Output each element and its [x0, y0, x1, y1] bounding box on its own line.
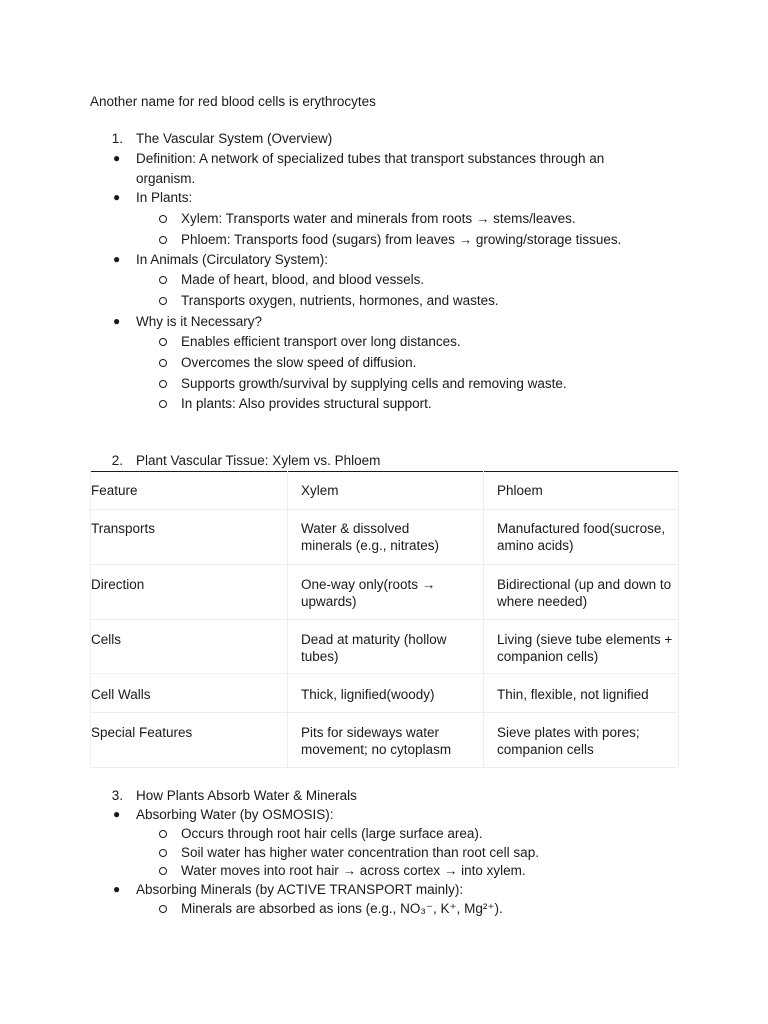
table-cell-xylem: Dead at maturity (hollow tubes) [301, 632, 447, 664]
section3-title: How Plants Absorb Water & Minerals [136, 788, 357, 803]
circle-bullet-icon [159, 849, 167, 857]
table-header-xylem: Xylem [301, 483, 339, 498]
bullet-icon: ● [113, 252, 121, 266]
circle-bullet-icon [159, 338, 167, 346]
why-item: Enables efficient transport over long distances. [181, 334, 461, 349]
water-item: Water moves into root hair → across cortex → into xylem. [181, 863, 526, 878]
table-cell-feature: Cell Walls [91, 687, 151, 702]
table-cell-feature: Cells [91, 632, 122, 647]
section1-number: 1. [111, 131, 123, 146]
water-item: Occurs through root hair cells (large surface area). [181, 826, 483, 841]
water-heading: Absorbing Water (by OSMOSIS): [136, 807, 334, 822]
circle-bullet-icon [159, 236, 167, 244]
bullet-icon: ● [113, 882, 121, 896]
table-top-border [90, 471, 678, 472]
table-cell-xylem: One-way only(roots → upwards) [301, 577, 436, 609]
table-cell-xylem: Thick, lignified(woody) [301, 687, 435, 702]
section1-title: The Vascular System (Overview) [136, 131, 333, 146]
circle-bullet-icon [159, 359, 167, 367]
table-cell-phloem: Manufactured food(sucrose, amino acids) [497, 521, 666, 553]
table-col-border [678, 471, 679, 767]
plants-heading: In Plants: [136, 190, 193, 205]
why-item: In plants: Also provides structural support. [181, 396, 432, 411]
table-cell-feature: Transports [91, 521, 156, 536]
circle-bullet-icon [159, 215, 167, 223]
section2-title: Plant Vascular Tissue: Xylem vs. Phloem [136, 453, 381, 468]
table-bottom-border [90, 767, 678, 768]
table-cell-feature: Direction [91, 577, 145, 592]
table-cell-phloem: Sieve plates with pores; companion cells [497, 725, 640, 757]
circle-bullet-icon [159, 830, 167, 838]
table-row-border [90, 564, 678, 565]
why-item: Overcomes the slow speed of diffusion. [181, 355, 417, 370]
section3-number: 3. [111, 788, 123, 803]
plants-item-phloem: Phloem: Transports food (sugars) from leaves → growing/storage tissues. [181, 232, 622, 247]
bullet-icon: ● [113, 314, 121, 328]
section2-number: 2. [111, 453, 123, 468]
animals-item: Transports oxygen, nutrients, hormones, and wastes. [181, 293, 499, 308]
animals-heading: In Animals (Circulatory System): [136, 252, 329, 267]
table-row-border [90, 619, 678, 620]
table-row-border [90, 712, 678, 713]
table-cell-phloem: Living (sieve tube elements + companion cells) [497, 632, 673, 664]
table-header-feature: Feature [91, 483, 138, 498]
table-cell-xylem: Pits for sideways water movement; no cytoplasm [301, 725, 452, 757]
table-row-border [90, 673, 678, 674]
bullet-icon: ● [113, 190, 121, 204]
circle-bullet-icon [159, 400, 167, 408]
water-item: Soil water has higher water concentration than root cell sap. [181, 845, 539, 860]
table-col-border [483, 471, 484, 767]
animals-item: Made of heart, blood, and blood vessels. [181, 272, 425, 287]
why-item: Supports growth/survival by supplying cells and removing waste. [181, 376, 567, 391]
definition-line2: organism. [136, 171, 196, 186]
table-cell-phloem: Thin, flexible, not lignified [497, 687, 649, 702]
circle-bullet-icon [159, 297, 167, 305]
plants-item-xylem: Xylem: Transports water and minerals from roots → stems/leaves. [181, 211, 576, 226]
table-row-border [90, 509, 678, 510]
why-heading: Why is it Necessary? [136, 314, 263, 329]
intro-text: Another name for red blood cells is erythrocytes [90, 94, 376, 109]
table-cell-feature: Special Features [91, 725, 193, 740]
table-col-border [287, 471, 288, 767]
table-cell-phloem: Bidirectional (up and down to where needed) [497, 577, 672, 609]
table-cell-xylem: Water & dissolved minerals (e.g., nitrates) [301, 521, 440, 553]
definition-line1: Definition: A network of specialized tubes that transport substances through an [136, 151, 605, 166]
table-col-border [90, 471, 91, 767]
circle-bullet-icon [159, 867, 167, 875]
bullet-icon: ● [113, 151, 121, 165]
circle-bullet-icon [159, 905, 167, 913]
circle-bullet-icon [159, 380, 167, 388]
bullet-icon: ● [113, 807, 121, 821]
minerals-item: Minerals are absorbed as ions (e.g., NO₃⁻, K⁺, Mg²⁺). [181, 901, 503, 916]
minerals-heading: Absorbing Minerals (by ACTIVE TRANSPORT mainly): [136, 882, 464, 897]
table-header-phloem: Phloem [497, 483, 543, 498]
circle-bullet-icon [159, 276, 167, 284]
